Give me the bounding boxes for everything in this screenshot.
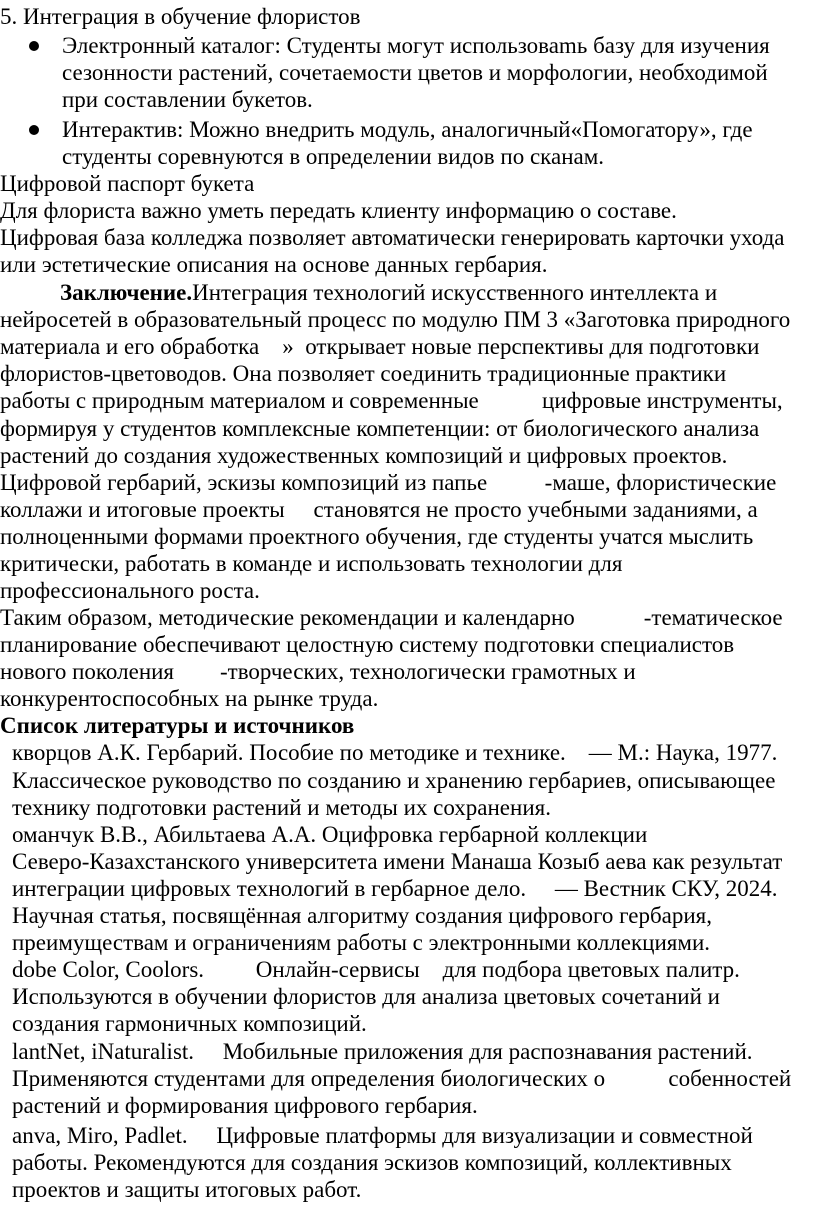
section-heading: 5. Интеграция в обучение флористов [0,4,361,29]
paragraph-line: растений до создания художественных композиций и цифровых проектов. [0,443,728,468]
reference-line: Научная статья, посвящённая алгоритму создания цифрового гербария, [12,903,713,928]
paragraph-line: Для флориста важно уметь передать клиенту информацию о составе. [0,198,677,223]
paragraph-line: материала и его обработка » открывает новые перспективы для подготовки [0,334,760,359]
bullet-icon [29,41,39,51]
bullet-line: студенты соревнуются в определении видов по сканам. [62,144,605,169]
conclusion-text: Интеграция технологий искусственного интеллекта и [192,280,718,305]
paragraph-line: профессионального роста. [0,578,260,603]
references-heading: Список литературы и источников [0,713,355,738]
reference-line: anva, Miro, Padlet. Цифровые платформы для визуализации и совместной [12,1123,753,1148]
reference-line: lantNet, iNaturalist. Мобильные приложения для распознавания растений. [12,1039,753,1064]
paragraph-line: планирование обеспечивают целостную систему подготовки специалистов [0,632,735,657]
reference-line: работы. Рекомендуются для создания эскизов композиций, коллективных [12,1150,732,1175]
paragraph-line: критически, работать в команде и использовать технологии для [0,551,623,576]
paragraph-line: полноценными формами проектного обучения, где студенты учатся мыслить [0,524,754,549]
paragraph-line: нового поколения -творческих, технологически грамотных и [0,659,636,684]
bullet-line: сезонности растений, сочетаемости цветов и морфологии, необходимой [62,60,768,85]
paragraph-line: формируя у студентов комплексные компетенции: от биологического анализа [0,416,760,441]
bullet-icon [29,125,39,135]
paragraph-line: Таким образом, методические рекомендации и календарно -тематическое [0,605,783,630]
reference-line: Применяются студентами для определения биологических о собенностей [12,1066,792,1091]
reference-line: интеграции цифровых технологий в гербарное дело. — Вестник СКУ, 2024. [12,876,778,901]
bullet-line: Интерактив: Можно внедрить модуль, аналогичный«Помогатору», где [62,117,753,142]
passport-title: Цифровой паспорт букета [0,171,255,196]
paragraph-line: работы с природным материалом и современные цифровые инструменты, [0,388,783,413]
reference-line: оманчук В.В., Абильтаева А.А. Оцифровка гербарной коллекции [12,822,648,847]
conclusion-first-line [60,279,717,306]
paragraph-line: флористов-цветоводов. Она позволяет соединить традиционные практики [0,361,727,386]
bullet-line: при составлении букетов. [62,87,313,112]
reference-line: создания гармоничных композиций. [12,1011,367,1036]
reference-line: растений и формирования цифрового гербария. [12,1093,478,1118]
conclusion-label: Заключение. [60,280,193,305]
paragraph-line: Цифровая база колледжа позволяет автоматически генерировать карточки ухода [0,225,785,250]
reference-line: Используются в обучении флористов для анализа цветовых сочетаний и [12,984,720,1009]
paragraph-line: Цифровой гербарий, эскизы композиций из папье -маше, флористические [0,470,777,495]
reference-line: технику подготовки растений и методы их сохранения. [12,795,551,820]
bullet-line: Электронный каталог: Студенты могут использоваmь базу для изучения [62,33,770,58]
paragraph-line: или эстетические описания на основе данных гербария. [0,252,548,277]
paragraph-line: нейросетей в образовательный процесс по модулю ПМ 3 «Заготовка природного [0,307,791,332]
reference-line: кворцов А.К. Гербарий. Пособие по методике и технике. — М.: Наука, 1977. [12,740,778,765]
paragraph-line: коллажи и итоговые проекты становятся не просто учебными заданиями, а [0,497,758,522]
reference-line: Северо-Казахстанского университета имени Манаша Козыб аева как результат [12,849,783,874]
reference-line: dobe Color, Coolors. Онлайн-сервисы для подбора цветовых палитр. [12,957,740,982]
reference-line: проектов и защиты итоговых работ. [12,1177,362,1202]
paragraph-line: конкурентоспособных на рынке труда. [0,686,379,711]
reference-line: преимуществам и ограничениям работы с электронными коллекциями. [12,930,710,955]
reference-line: Классическое руководство по созданию и хранению гербариев, описывающее [12,768,776,793]
